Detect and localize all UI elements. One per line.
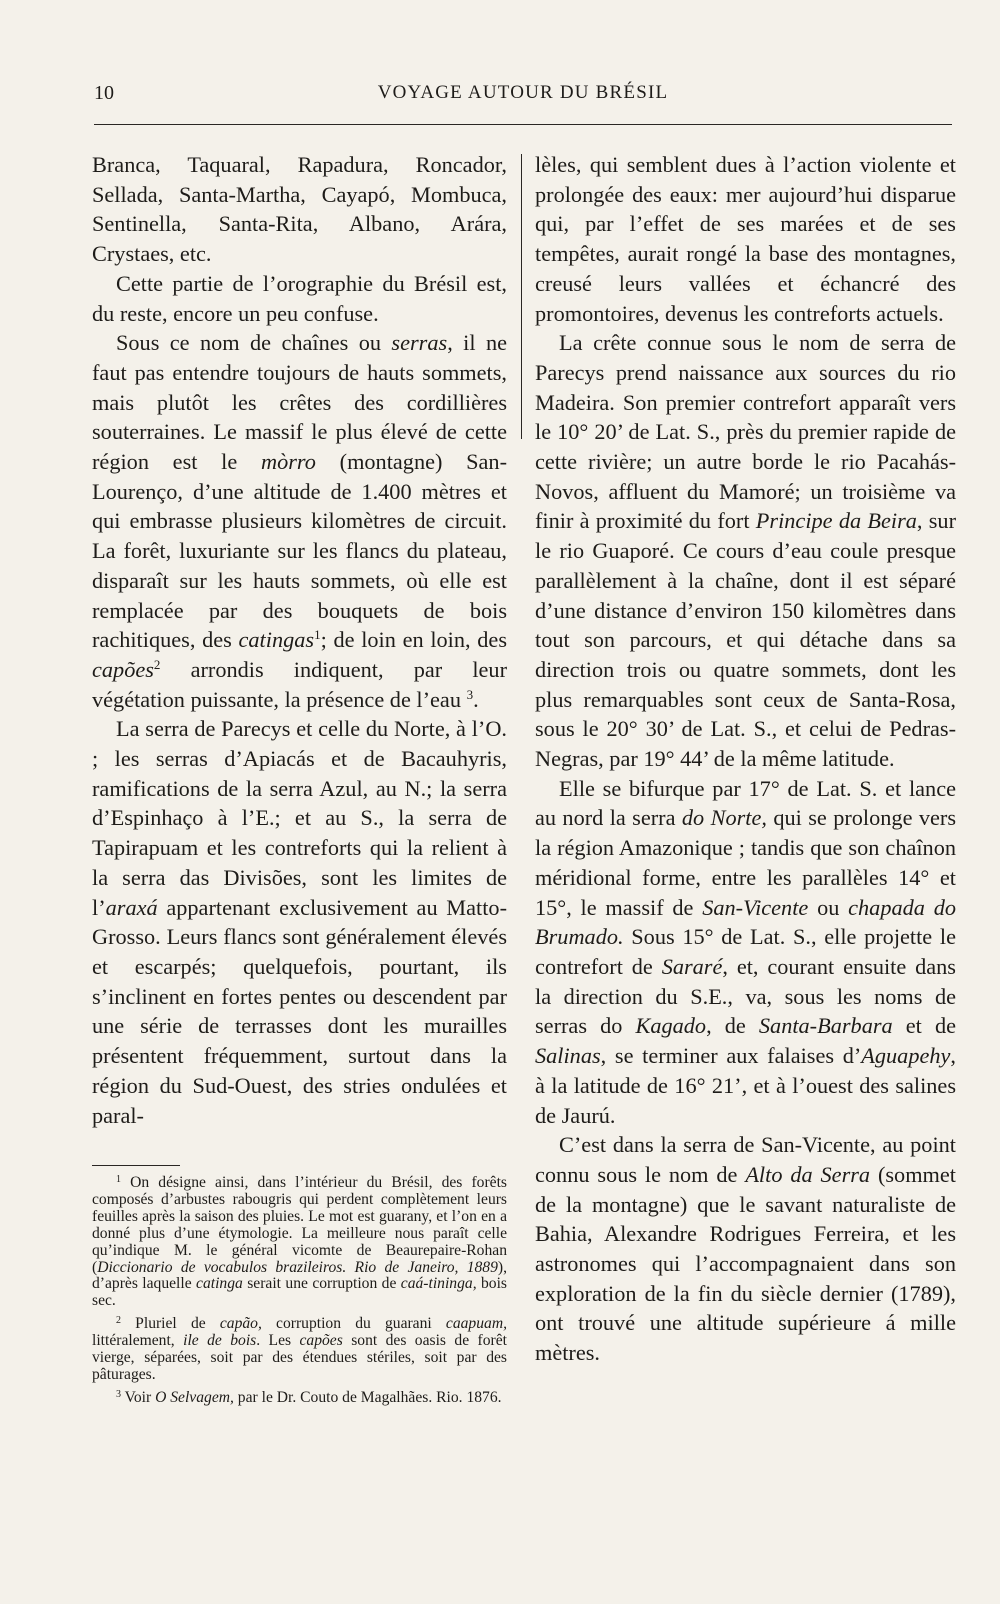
italic-term: do Norte, [681, 805, 767, 831]
italic-term: O Selvagem, [155, 1388, 234, 1406]
paragraph [535, 774, 956, 1130]
footnote-3 [92, 1390, 507, 1407]
footnote-ref: 2 [153, 656, 161, 672]
text-run: (sommet de la montagne) que le savant naturaliste de Bahia, Alexandre Rodrigues Ferreira, et les astronomes qui l’accompagnaient dans son exploration de la fin du siècle dernier (1789), ont trouvé une altitude supérieure á mille mètres. [535, 1161, 956, 1366]
paragraph [92, 328, 507, 714]
text-run: Sous ce nom de chaînes ou [116, 330, 392, 356]
text-run: Pluriel de [121, 1315, 220, 1333]
header-rule [94, 124, 952, 125]
paragraph [535, 328, 956, 774]
italic-term: serras [391, 330, 448, 356]
text-run: par le Dr. Couto de Magalhães. Rio. 1876. [233, 1388, 502, 1406]
text-run: Cette partie de l’orographie du Brésil est, du reste, encore un peu confuse. [92, 270, 507, 326]
text-run: Branca, Taquaral, Rapadura, Roncador, Sellada, Santa-Martha, Cayapó, Mombuca, Sentinella, Santa-Rita, Albano, Arára, Crystaes, etc. [92, 152, 507, 267]
footnote-mark: 2 [116, 1315, 121, 1327]
text-run: ou [808, 894, 849, 920]
italic-term: Sararé [661, 953, 723, 979]
paragraph [92, 714, 507, 1130]
paragraph [535, 1130, 956, 1368]
text-run: (montagne) San-Lourenço, d’une altitude de 1.400 mètres et qui embrasse plusieurs kilomètres de circuit. La forêt, luxuriante sur les flancs du plateau, disparaît sur les hauts sommets, où elle est remplacée par des bouquets de bois rachitiques, des [92, 449, 508, 653]
paragraph [535, 150, 956, 328]
text-run: et de [892, 1013, 956, 1039]
text-run: La serra de Parecys et celle du Norte, à l’O. ; les serras d’Apiacás et de Bacauhyris, ramifications de la serra Azul, au N.; la serra d’Espinhaço à l’E.; et au S., la serra de Tapirapuam et les contreforts qui la relient à la serra das Divisões, sont les limites de l’ [92, 716, 507, 920]
text-run: corruption du guarani [261, 1315, 446, 1333]
italic-term: araxá [105, 894, 158, 920]
text-run: qui se prolonge vers la région Amazonique ; tandis que son chaînon méridional forme, entre les parallèles 14° et 15°, le massif de [535, 805, 957, 920]
text-run: Voir [121, 1388, 156, 1406]
running-title: VOYAGE AUTOUR DU BRÉSIL [377, 82, 669, 103]
italic-term: caá-tininga, [400, 1275, 477, 1293]
text-run: C’est dans la serra de San-Vicente, au point connu sous le nom de [535, 1132, 956, 1187]
italic-term: Alto da Serra [745, 1161, 871, 1187]
paragraph [92, 150, 507, 269]
text-run: arrondis indiquent, par leur végétation puissante, la présence de l’eau [92, 656, 507, 712]
footnote-mark: 1 [116, 1174, 121, 1185]
italic-term: Aguapehy [861, 1043, 951, 1069]
text-run: serait une corruption de [242, 1275, 401, 1293]
text-run: ; de loin en loin, des [320, 627, 507, 653]
footnote-rule [92, 1165, 180, 1166]
text-run: . [473, 686, 479, 712]
italic-term: Santa-Barbara [758, 1013, 893, 1039]
footnote-mark: 3 [116, 1388, 121, 1400]
text-run: , à la latitude de 16° 21’, et à l’ouest des salines de Jaurú. [535, 1043, 956, 1128]
italic-term: mòrro [260, 449, 316, 475]
page-number: 10 [94, 82, 114, 104]
italic-term: chapada do Brumado. [535, 894, 956, 950]
text-run: , sur le rio Guaporé. Ce cours d’eau coule presque parallèlement à la chaîne, dont il est séparé d’une distance d’environ 150 kilomètres dans tout son parcours, et qui détache dans sa direction trois ou quatre sommets, dont les plus remarquables sont ceux de Santa-Rosa, sous le 20° 30’ de Lat. S., et celui de Pedras-Negras, par 19° 44’ de la même latitude. [535, 508, 957, 772]
italic-term: catinga [196, 1275, 243, 1293]
italic-term: caapuam, [445, 1315, 507, 1333]
paragraph [92, 269, 507, 328]
footnotes [92, 1175, 507, 1413]
footnote-1 [92, 1175, 507, 1310]
italic-term: ile de bois [183, 1332, 257, 1350]
footnote-2 [92, 1316, 507, 1384]
text-run: ), d’après laquelle [92, 1258, 507, 1293]
text-run: sont des oasis de forêt vierge, séparées, soit par des étendues stériles, soit par des pâturages. [92, 1332, 507, 1383]
footnote-ref: 1 [314, 627, 321, 643]
text-run: appartenant exclusivement au Matto-Grosso. Leurs flancs sont généralement élevés et escarpés; quelquefois, pourtant, ils s’inclinent en fortes pentes ou descendent par une série de terrasses dont les murailles présentent fréquemment, surtout dans la région du Sud-Ouest, des stries ondulées et paral- [92, 894, 507, 1128]
right-column [535, 150, 956, 1368]
left-column [92, 150, 507, 1130]
text-run: , de [706, 1013, 759, 1039]
footnote-ref: 3 [466, 686, 474, 702]
text-run: On désigne ainsi, dans l’intérieur du Brésil, des forêts composés d’arbustes rabougris qui perdent complètement leurs feuilles après la saison des pluies. Le mot est guarany, et l’on en a donné plus d’une étymologie. La meilleure nous paraît celle qu’indique M. le général vicomte de Beaurepaire-Rohan ( [92, 1174, 507, 1276]
italic-term: San-Vicente [702, 894, 809, 920]
text-run: littéralement, [92, 1332, 184, 1350]
text-run: , et, courant ensuite dans la direction du S.E., va, sous les noms de serras do [535, 953, 956, 1039]
text-run: Sous 15° de Lat. S., elle projette le contrefort de [535, 924, 956, 979]
text-run: , se terminer aux falaises d’ [600, 1043, 862, 1069]
italic-term: capão, [219, 1315, 262, 1333]
italic-term: catingas [238, 627, 315, 653]
text-run: Elle se bifurque par 17° de Lat. S. et lance au nord la serra [535, 775, 956, 831]
column-divider [521, 154, 522, 439]
italic-term: Salinas [535, 1043, 601, 1069]
text-run: lèles, qui semblent dues à l’action violente et prolongée des eaux: mer aujourd’hui disparue qui, par l’effet de ses marées et de ses tempêtes, aurait rongé la base des montagnes, creusé leurs vallées et échancré des promontoires, devenus les contreforts actuels. [535, 152, 956, 326]
italic-term: Principe da Beira [755, 508, 917, 534]
text-run: bois sec. [92, 1275, 507, 1310]
text-run: , il ne faut pas entendre toujours de hauts sommets, mais plutôt les crêtes des cordillières souterraines. Le massif le plus élevé de cette région est le [92, 330, 507, 475]
running-head [94, 80, 952, 110]
italic-term: capões [299, 1332, 343, 1350]
italic-term: Diccionario de vocabulos brazileiros. Rio de Janeiro, 1889 [97, 1258, 498, 1276]
italic-term: Kagado [635, 1013, 707, 1039]
text-run: La crête connue sous le nom de serra de Parecys prend naissance aux sources du rio Madeira. Son premier contrefort apparaît vers le 10° 20’ de Lat. S., près du premier rapide de cette rivière; un autre borde le rio Pacahás-Novos, affluent du Mamoré; un troisième va finir à proximité du fort [535, 330, 956, 534]
text-run: . Les [256, 1332, 300, 1350]
italic-term: capões [92, 656, 154, 682]
